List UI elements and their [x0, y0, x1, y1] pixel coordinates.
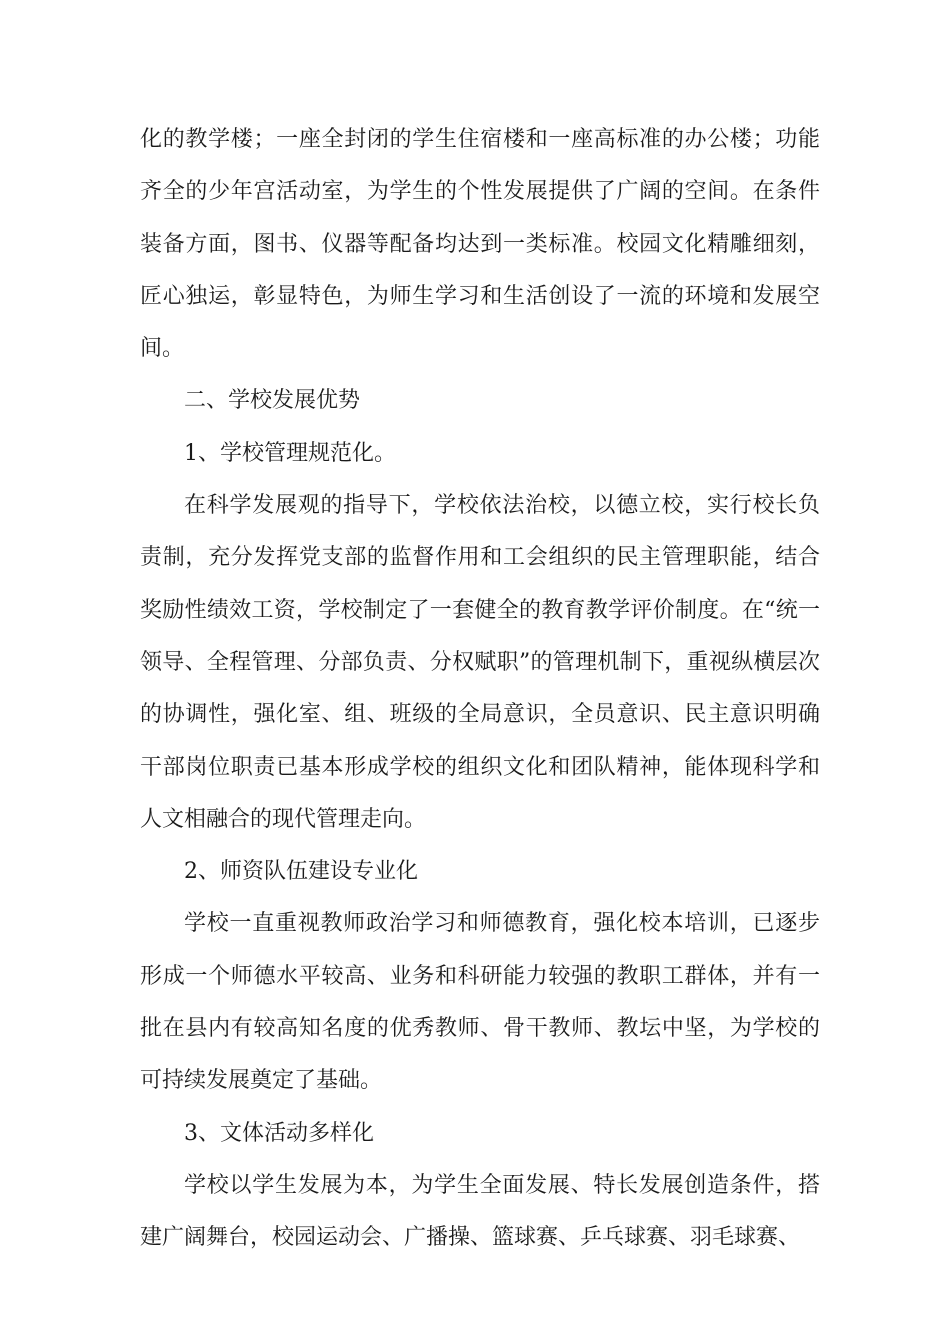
section-heading: 二、学校发展优势 [184, 388, 361, 414]
body-paragraph: 在科学发展观的指导下，学校依法治校，以德立校，实行校长负责制，充分发挥党支部的监督作用和工会组织的民主管理职能，结合奖励性绩效工资，学校制定了一套健全的教育教学评价制度。在“统一领导、全程管理、分部负责、分权赋职”的管理机制下，重视纵横层次的协调性，强化室、组、班级的全局意识，全员意识、民主意识明确干部岗位职责已基本形成学校的组织文化和团队精神，能体现科学和人文相融合的现代管理走向。 [140, 493, 820, 832]
subsection-heading: 3、文体活动多样化 [184, 1120, 374, 1146]
body-paragraph: 化的教学楼；一座全封闭的学生住宿楼和一座高标准的办公楼；功能齐全的少年宫活动室，为学生的个性发展提供了广阔的空间。在条件装备方面，图书、仪器等配备均达到一类标准。校园文化精雕细刻，匠心独运，彰显特色，为师生学习和生活创设了一流的环境和发展空间。 [140, 127, 820, 362]
document-body [140, 114, 820, 1265]
subsection-heading: 2、师资队伍建设专业化 [184, 859, 418, 885]
subsection-heading: 1、学校管理规范化。 [184, 440, 396, 466]
body-paragraph: 学校一直重视教师政治学习和师德教育，强化校本培训，已逐步形成一个师德水平较高、业务和科研能力较强的教职工群体，并有一批在县内有较高知名度的优秀教师、骨干教师、教坛中坚，为学校的可持续发展奠定了基础。 [140, 911, 820, 1094]
body-paragraph: 学校以学生发展为本，为学生全面发展、特长发展创造条件，搭建广阔舞台，校园运动会、广播操、篮球赛、乒乓球赛、羽毛球赛、 [140, 1172, 820, 1251]
